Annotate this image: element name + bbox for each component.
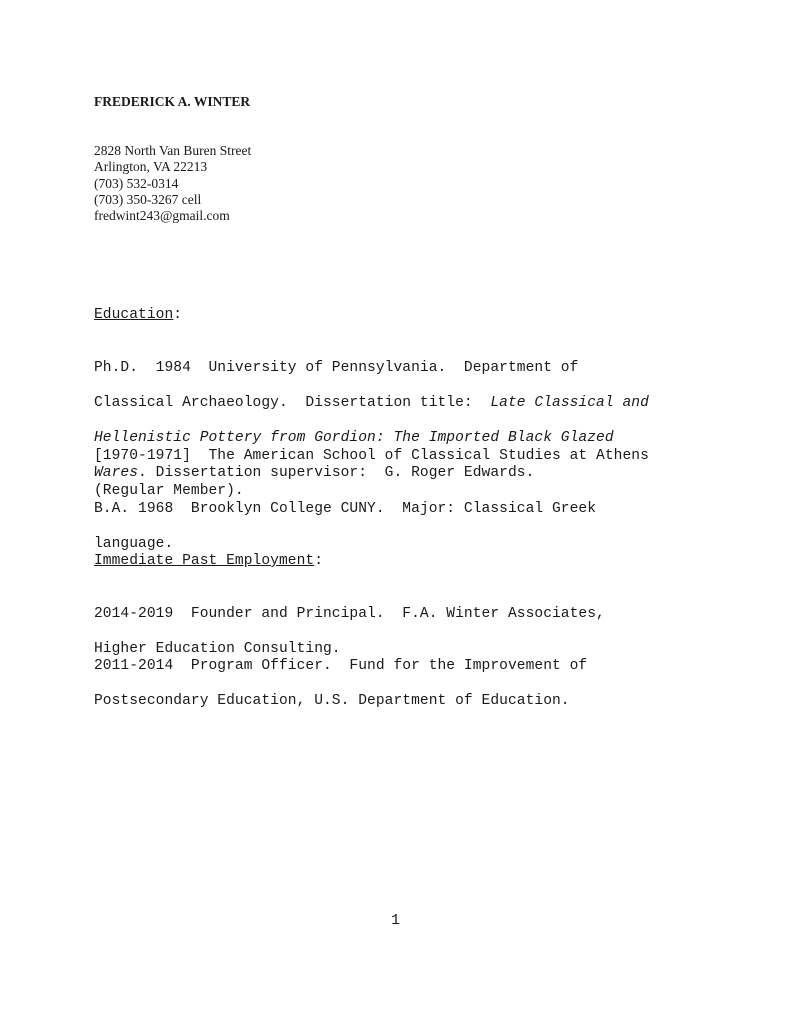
page-number: 1: [391, 913, 400, 929]
employment-entry-line-1: 2014-2019 Founder and Principal. F.A. Winter Associates,: [94, 605, 605, 622]
phd-line-4-plain: . Dissertation supervisor: G. Roger Edwards.: [138, 465, 535, 482]
education-heading-colon: :: [173, 307, 183, 323]
ba-line-1: B.A. 1968 Brooklyn College CUNY. Major: Classical Greek: [94, 500, 597, 517]
employment-heading-colon: :: [314, 553, 324, 569]
dissertation-title-part-3: Wares: [94, 465, 139, 482]
employment-entry-line-2: Higher Education Consulting.: [94, 640, 341, 657]
ba-line-2: language.: [94, 535, 174, 552]
employment-heading: [94, 553, 323, 571]
employment-heading-text: Immediate Past Employment: [94, 553, 315, 569]
contact-city: Arlington, VA 22213: [94, 159, 208, 175]
employment-entry: [94, 640, 587, 728]
dissertation-title-part-1: Late Classical and: [490, 394, 649, 411]
contact-street: 2828 North Van Buren Street: [94, 143, 252, 158]
contact-block: [94, 143, 251, 224]
education-heading-text: Education: [94, 307, 174, 323]
employment-entry-line-1: 2011-2014 Program Officer. Fund for the Improvement of: [94, 657, 588, 674]
employment-entry-line-2: Postsecondary Education, U.S. Department of Education.: [94, 692, 570, 709]
phd-line-2: [94, 395, 649, 413]
phd-line-1: Ph.D. 1984 University of Pennsylvania. Department of: [94, 359, 579, 376]
dissertation-title-part-2: Hellenistic Pottery from Gordion: The Imported Black Glazed: [94, 429, 614, 446]
contact-phone: (703) 532-0314: [94, 175, 179, 191]
education-heading: [94, 307, 182, 325]
resume-name: FREDERICK A. WINTER: [94, 94, 251, 109]
contact-email: fredwint243@gmail.com: [94, 208, 230, 224]
ascsa-line-2: (Regular Member).: [94, 482, 244, 499]
contact-cell: (703) 350-3267 cell: [94, 191, 202, 207]
ascsa-line-1: [1970-1971] The American School of Classical Studies at Athens: [94, 447, 649, 464]
phd-line-2-plain: Classical Archaeology. Dissertation title:: [94, 394, 491, 411]
